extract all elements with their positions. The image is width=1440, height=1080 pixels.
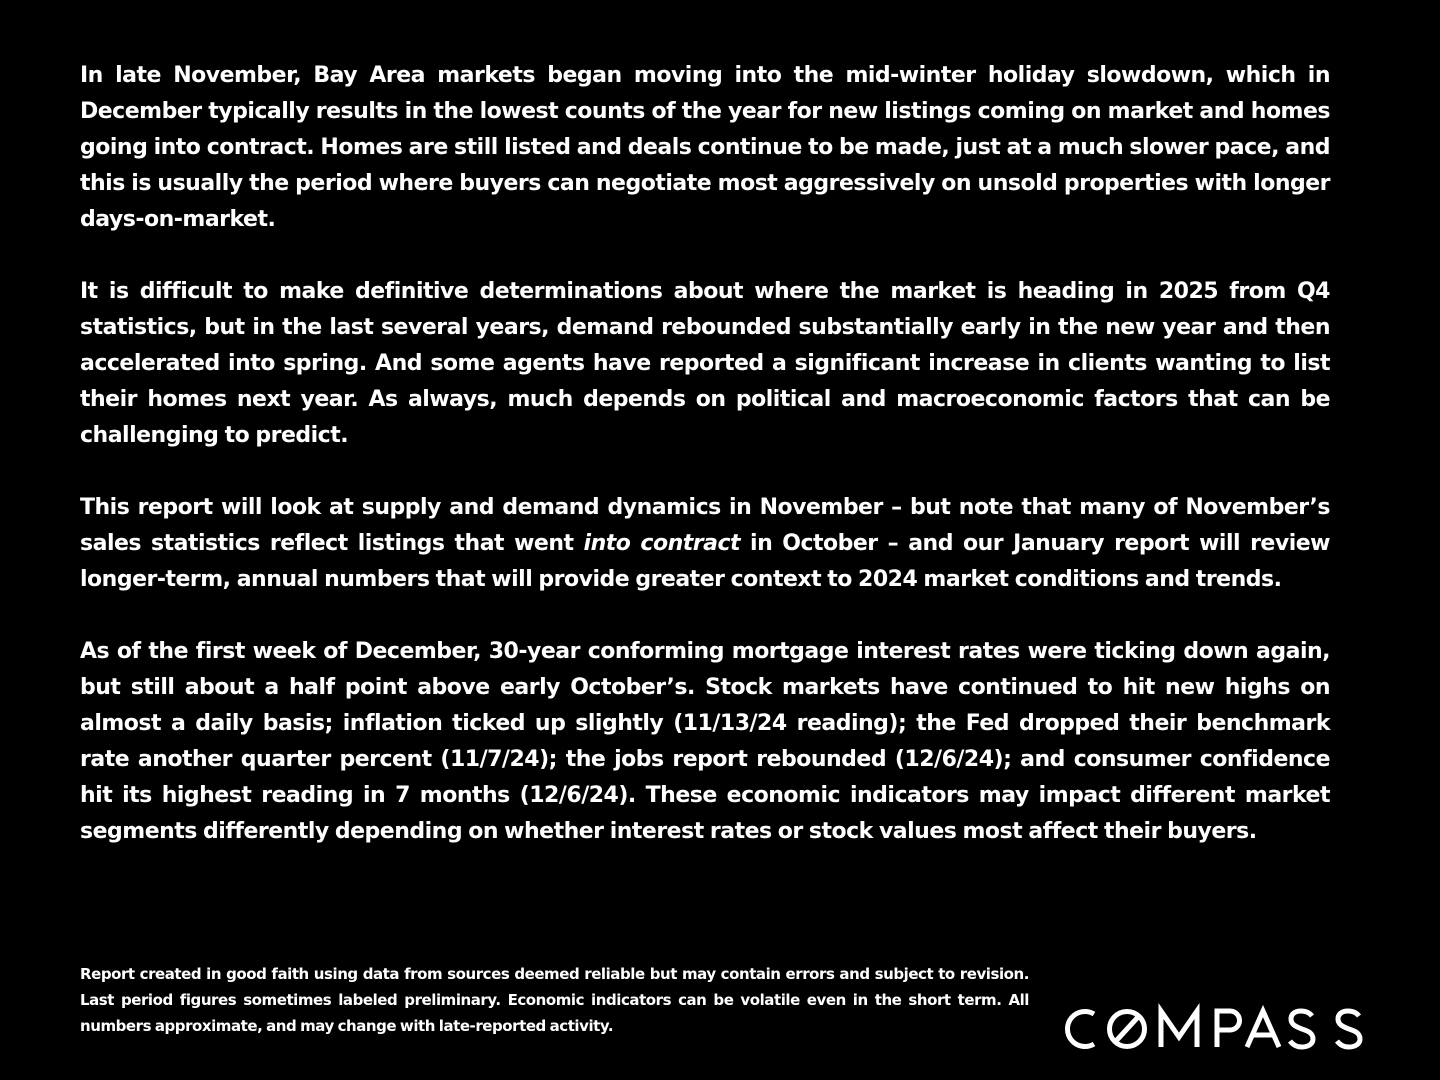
compass-logo bbox=[1060, 1003, 1366, 1055]
report-scope-text-before: This report will look at supply and demand dynamics in November – but note that many of November’s sales statistics reflect listings that went bbox=[80, 495, 1330, 556]
report-body bbox=[80, 58, 1330, 850]
report-scope-text-after: in October – and our January report will review longer-term, annual numbers that will provide greater context to 2024 market conditions and trends. bbox=[80, 531, 1330, 592]
paragraph-holiday-slowdown: In late November, Bay Area markets began moving into the mid-winter holiday slowdown, which in December typically results in the lowest counts of the year for new listings coming on market and homes going into contract. Homes are still listed and deals continue to be made, just at a much slower pace, and this is usually the period where buyers can negotiate most aggressively on unsold properties with longer days-on-market. bbox=[80, 63, 1330, 232]
paragraph-report-scope bbox=[80, 490, 1330, 598]
disclaimer: Report created in good faith using data from sources deemed reliable but may contain errors and subject to revision. Last period figures sometimes labeled preliminary. Economic indicators can be volatile even in the short term. All numbers approximate, and may change with late-reported activity. bbox=[80, 965, 1029, 1035]
paragraph-economic-indicators: As of the first week of December, 30-year conforming mortgage interest rates were ticking down again, but still about a half point above early October’s. Stock markets have continued to hit new highs on almost a daily basis; inflation ticked up slightly (11/13/24 reading); the Fed dropped their benchmark rate another quarter percent (11/7/24); the jobs report rebounded (12/6/24); and consumer confidence hit its highest reading in 7 months (12/6/24). These economic indicators may impact different market segments differently depending on whether interest rates or stock values most affect their buyers. bbox=[80, 639, 1330, 844]
paragraph-2025-outlook: It is difficult to make definitive determinations about where the market is heading in 2025 from Q4 statistics, but in the last several years, demand rebounded substantially early in the new year and then accelerated into spring. And some agents have reported a significant increase in clients wanting to list their homes next year. As always, much depends on political and macroeconomic factors that can be challenging to predict. bbox=[80, 279, 1330, 448]
report-scope-emphasis: into contract bbox=[583, 531, 740, 556]
